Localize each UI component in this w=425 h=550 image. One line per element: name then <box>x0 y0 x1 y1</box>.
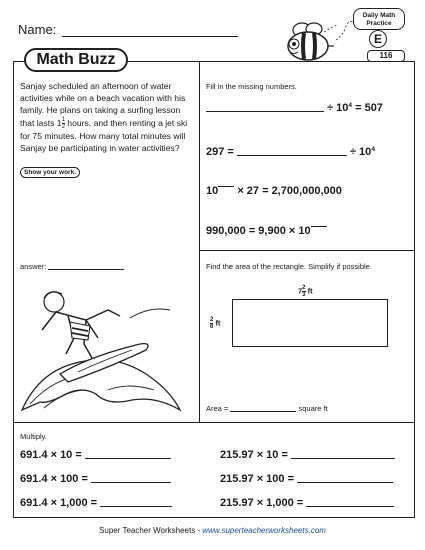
rectangle-length-label: 7 $\frac{2}{3}$ ft <box>298 285 313 298</box>
rectangle-width-label: $\frac{2}{6}$ ft <box>210 317 221 330</box>
multiply-row-1-left: 691.4 × 10 = <box>20 449 171 461</box>
fraction-one-half: $\frac{1}{2}$ <box>61 116 65 130</box>
multiply-answer-field[interactable] <box>85 458 171 459</box>
multiply-row-2-right: 215.97 × 100 = <box>220 473 393 485</box>
multiply-answer-field[interactable] <box>297 482 393 483</box>
multiply-answer-field[interactable] <box>291 458 395 459</box>
surfer-illustration <box>20 278 195 418</box>
daily-math-badge: Daily Math Practice <box>353 8 405 30</box>
column-divider <box>199 61 200 422</box>
show-work-badge: Show your work. <box>20 167 80 178</box>
multiply-row-2-left: 691.4 × 100 = <box>20 473 171 485</box>
name-label: Name: <box>18 22 57 37</box>
answer-label: answer: <box>20 262 47 271</box>
name-field[interactable] <box>62 36 238 37</box>
equation-3: 10 × 27 = 2,700,000,000 <box>206 185 342 197</box>
day-number-badge: 116 <box>367 50 405 62</box>
missing-numbers-instruction: Fill in the missing numbers. <box>206 82 297 91</box>
multiply-answer-field[interactable] <box>306 506 394 507</box>
equation-2: 297 = ÷ $10^4$ <box>206 146 375 158</box>
bottom-row-divider <box>13 422 415 423</box>
multiply-row-3-left: 691.4 × 1,000 = <box>20 497 172 509</box>
equation-3-exponent-blank[interactable] <box>218 186 234 187</box>
rectangle-instruction: Find the area of the rectangle. Simplify if possible. <box>206 262 372 271</box>
equation-2-blank[interactable] <box>237 155 347 156</box>
word-problem-text: Sanjay scheduled an afternoon of water activities while on a beach vacation with his family. He plans on taking a surfing lesson that lasts 1 $\frac{1}{2}$ hours, and then renting a jet ski for 75 minutes. How many total minutes will Sanjay be participating in water activities? <box>20 81 188 154</box>
multiply-answer-field[interactable] <box>100 506 172 507</box>
multiply-instruction: Multiply. <box>20 432 47 441</box>
multiply-row-1-right: 215.97 × 10 = <box>220 449 395 461</box>
rectangle-diagram <box>232 299 388 347</box>
right-row-divider <box>199 250 415 251</box>
bee-icon <box>280 18 338 66</box>
page-title: Math Buzz <box>24 48 128 72</box>
equation-4: 990,000 = 9,900 × 10 <box>206 225 327 237</box>
footer-url-link[interactable]: www.superteacherworksheets.com <box>202 526 326 535</box>
answer-row <box>20 262 124 271</box>
multiply-answer-field[interactable] <box>91 482 171 483</box>
equation-1: ÷ $10^4 = 507$ <box>206 102 383 114</box>
multiply-row-3-right: 215.97 × 1,000 = <box>220 497 394 509</box>
equation-4-exponent-blank[interactable] <box>311 226 327 227</box>
footer <box>0 526 425 535</box>
equation-1-blank[interactable] <box>206 111 324 112</box>
footer-site-name: Super Teacher Worksheets - <box>99 526 203 535</box>
answer-field[interactable] <box>48 269 124 270</box>
area-answer-field[interactable] <box>230 411 296 412</box>
week-letter-badge: E <box>369 30 387 48</box>
area-answer-row: Area = square ft <box>206 404 328 413</box>
